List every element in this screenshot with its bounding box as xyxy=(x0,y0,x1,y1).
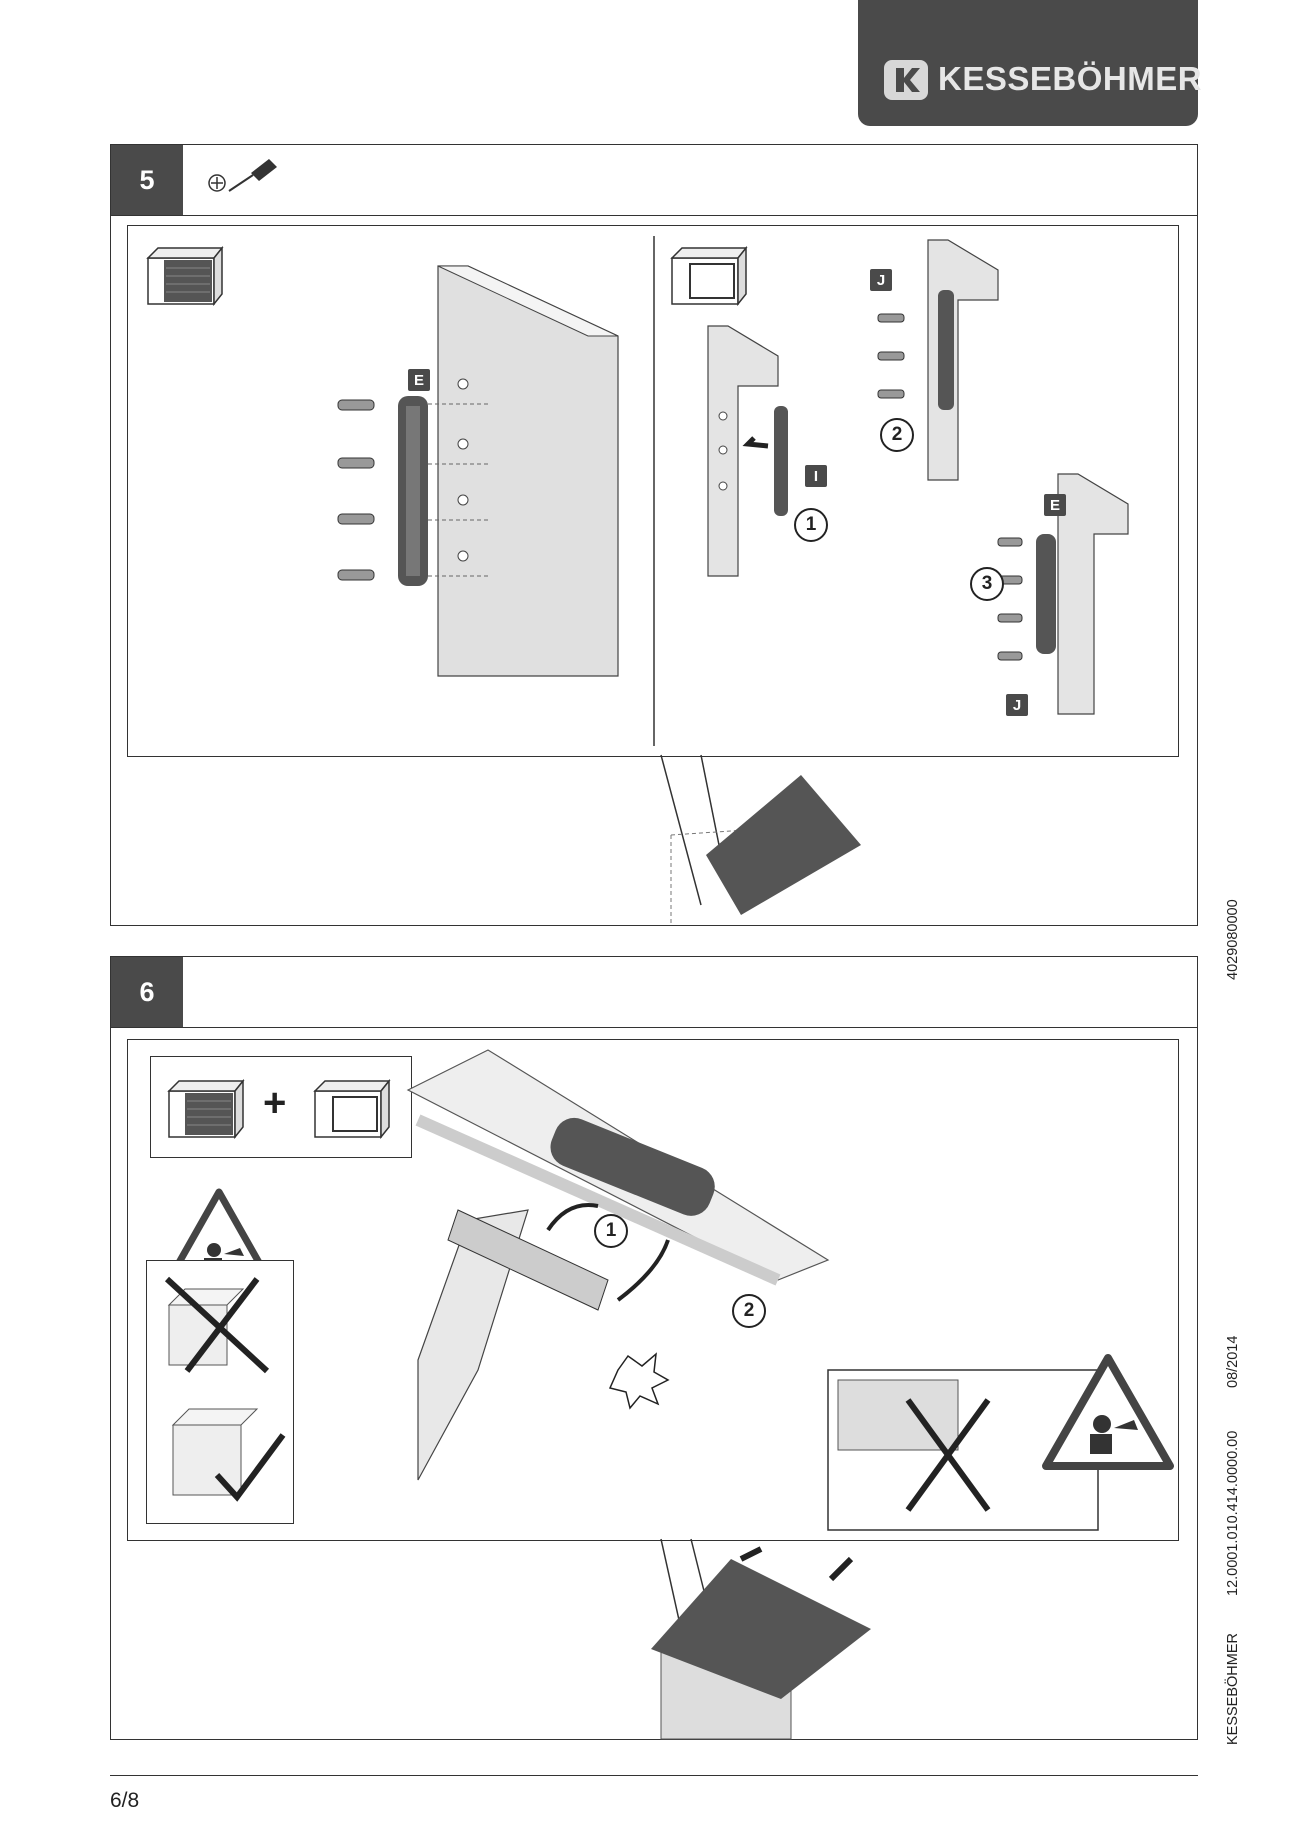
aluminium-frame-cabinet-icon xyxy=(668,238,748,308)
frame-profile-step-3 xyxy=(998,474,1158,714)
plus-sign: + xyxy=(263,1081,287,1125)
circled-1: 1 xyxy=(794,508,828,542)
label-i: I xyxy=(805,465,827,487)
brand-name: KESSEBÖHMER xyxy=(938,60,1203,97)
footer-divider xyxy=(110,1775,1198,1776)
step-6-header xyxy=(111,957,1197,1028)
page-number: 6/8 xyxy=(110,1789,140,1812)
label-j-bottom: J xyxy=(1006,694,1028,716)
wood-cabinet-icon xyxy=(144,238,224,308)
step-number: 5 xyxy=(111,145,183,215)
side-brand: KESSEBÖHMER xyxy=(1225,1633,1241,1745)
circled-2: 2 xyxy=(732,1294,766,1328)
label-e-right: E xyxy=(1044,494,1066,516)
warning-triangle-icon xyxy=(1038,1352,1178,1472)
side-reference: 12.0001.010.414.0000.00 xyxy=(1225,1430,1241,1596)
panel-divider xyxy=(653,236,655,746)
circled-3: 3 xyxy=(970,567,1004,601)
lift-mechanism-drawing xyxy=(398,1040,828,1510)
step-6 xyxy=(110,956,1198,1740)
step-5-illustration-panel xyxy=(127,225,1179,757)
warning-example-box xyxy=(146,1260,294,1524)
side-date: 08/2014 xyxy=(1225,1335,1241,1388)
hinge-bracket-left xyxy=(338,386,498,586)
cabinet-flap-callout xyxy=(551,755,911,925)
label-j-top: J xyxy=(870,269,892,291)
side-doc-number: 4029080000 xyxy=(1225,899,1241,980)
wrong-method-icon xyxy=(157,1275,277,1375)
circled-1: 1 xyxy=(594,1214,628,1248)
circled-2: 2 xyxy=(880,418,914,452)
k-logo-icon xyxy=(884,60,928,100)
screwdriver-icon xyxy=(201,151,291,211)
aluminium-frame-cabinet-icon xyxy=(311,1071,391,1141)
wood-cabinet-icon xyxy=(165,1071,245,1141)
cabinet-type-box xyxy=(150,1056,412,1158)
brand-logo xyxy=(858,0,1203,126)
step-number: 6 xyxy=(111,957,183,1027)
label-e: E xyxy=(408,369,430,391)
cabinet-flap-callout xyxy=(541,1539,901,1739)
frame-profile-step-1 xyxy=(698,326,818,586)
step-5-header xyxy=(111,145,1197,216)
correct-method-icon xyxy=(157,1399,287,1509)
step-5 xyxy=(110,144,1198,926)
step-6-illustration-panel xyxy=(127,1039,1179,1541)
